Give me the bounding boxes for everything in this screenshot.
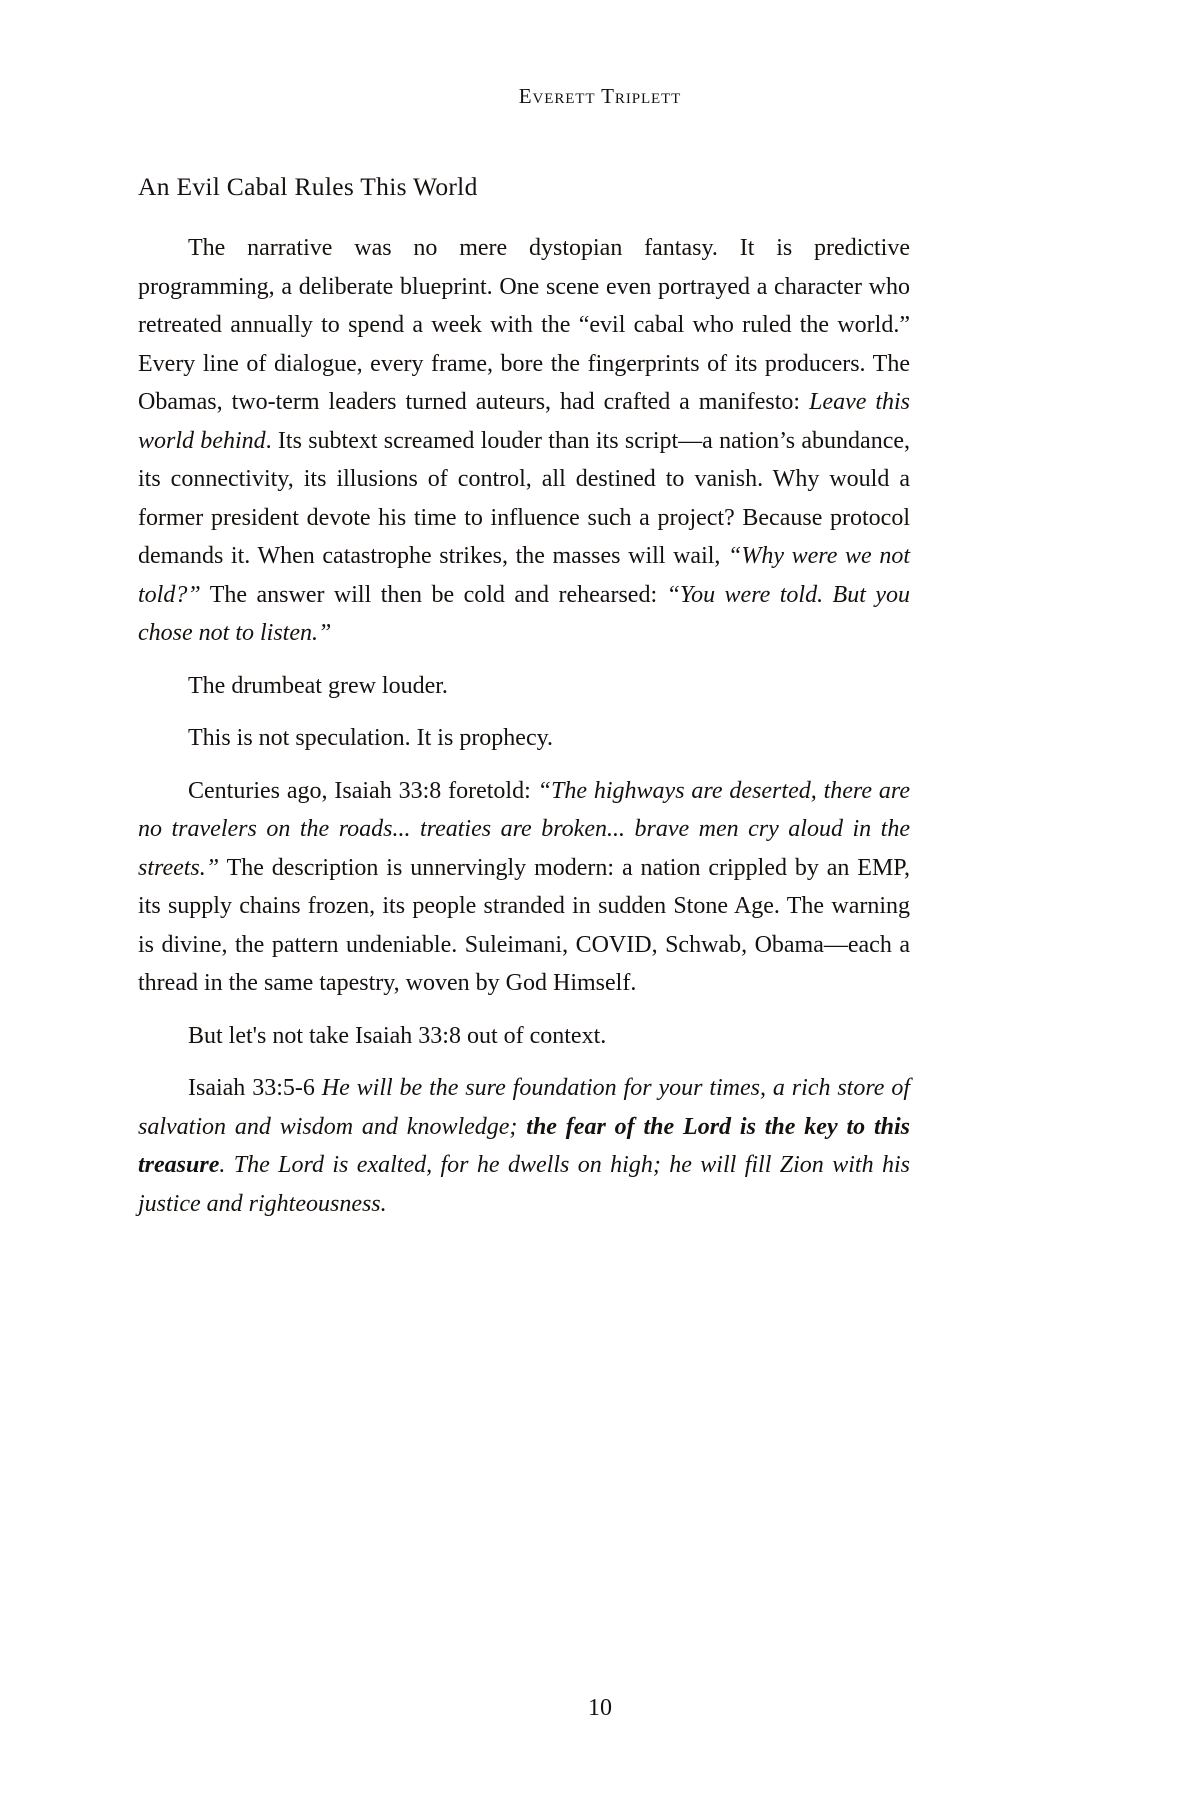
paragraph-5: But let's not take Isaiah 33:8 out of context. <box>188 1022 607 1049</box>
paragraph-6-bold-italic-emphasis: the fear of the Lord is the key to this treasure <box>138 1113 911 1179</box>
paragraph-1-italic-quote-2: “You were told. But you chose not to listen.” <box>138 581 910 647</box>
paragraph-1-italic-quote-1: “Why were we not told?” <box>138 543 910 608</box>
page-content <box>138 170 910 1223</box>
section-heading: An Evil Cabal Rules This World <box>138 172 478 201</box>
paragraph-6-italic-a: He will be the sure foundation for your times, a rich store of salvation and wisdom and knowledge; <box>138 1075 911 1140</box>
paragraph-6-italic-b: . The Lord is exalted, for he dwells on high; he will fill Zion with his justice and righteousness. <box>138 1152 910 1217</box>
paragraph-1-text-b: . Its subtext screamed louder than its script—a nation’s abundance, its connectivity, its illusions of control, all destined to vanish. Why would a former president devote his time to influence such a project? Because protocol demands it. When catastrophe strikes, the masses will wail, <box>138 427 910 570</box>
paragraph-4 <box>138 772 910 1003</box>
paragraph-1 <box>138 229 910 653</box>
running-header: Everett Triplett <box>518 84 682 108</box>
paragraph-1-italic-manifesto: Leave this world behind <box>138 389 911 454</box>
paragraph-1-text-c: The answer will then be cold and rehearsed: <box>200 581 667 608</box>
paragraph-1-text-a: The narrative was no mere dystopian fantasy. It is predictive programming, a deliberate blueprint. One scene even portrayed a character who retreated annually to spend a week with the “evil cabal who ruled the world.” Every line of dialogue, every frame, bore the fingerprints of its producers. The Obamas, two-term leaders turned auteurs, had crafted a manifesto: <box>138 235 910 416</box>
paragraph-3: This is not speculation. It is prophecy. <box>188 725 554 752</box>
page-number: 10 <box>588 1695 612 1721</box>
paragraph-4-italic-scripture: “The highways are deserted, there are no travelers on the roads... treaties are broken... brave men cry aloud in the streets.” <box>138 777 910 881</box>
paragraph-4-text-b: The description is unnervingly modern: a nation crippled by an EMP, its supply chains frozen, its people stranded in sudden Stone Age. The warning is divine, the pattern undeniable. Suleimani, COVID, Schwab, Obama—each a thread in the same tapestry, woven by God Himself. <box>138 854 910 997</box>
paragraph-4-text-a: Centuries ago, Isaiah 33:8 foretold: <box>188 777 538 804</box>
paragraph-6 <box>138 1069 910 1223</box>
paragraph-6-reference: Isaiah 33:5-6 <box>188 1075 322 1102</box>
paragraph-2: The drumbeat grew louder. <box>188 672 448 699</box>
